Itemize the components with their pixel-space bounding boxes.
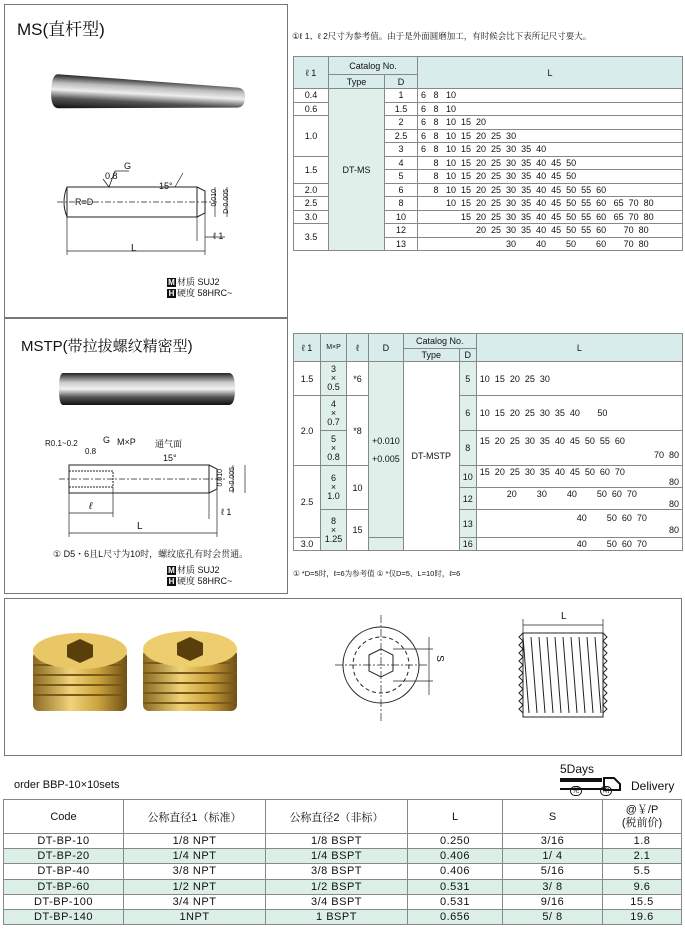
l-cell: 0.406 <box>408 849 503 864</box>
mstp-d-cell: 13 <box>459 510 476 538</box>
mstp-L-line: 20 30 40 50 60 70 <box>506 488 637 499</box>
mstp-L-cell: 10 15 20 25 30 35 40 50 <box>476 396 682 431</box>
s-cell: 9/16 <box>503 894 603 909</box>
mstp-d-cell: 16 <box>459 538 476 551</box>
ms-dim-roughness: 0.8 <box>105 171 118 181</box>
mstp-L-cell <box>476 466 682 488</box>
d2-cell: 1 BSPT <box>266 909 408 924</box>
ms-hardness: 硬度 58HRC~ <box>177 288 233 298</box>
mstp-L-line: 70 80 <box>653 450 679 460</box>
mstp-L-cell: 40 50 60 70 <box>476 538 682 551</box>
l-cell: 0.406 <box>408 864 503 879</box>
price-th-code: Code <box>4 800 124 834</box>
mstp-mp-cell: 8 × 1.25 <box>321 510 347 551</box>
ms-th-l1: ℓ 1 <box>294 57 329 89</box>
delivery-badge <box>560 762 620 796</box>
hardness-badge: H <box>168 289 175 298</box>
mstp-material-legend <box>167 565 232 587</box>
mstp-tol-empty <box>369 538 404 551</box>
plug-image-panel <box>4 598 682 756</box>
l-cell: 0.531 <box>408 894 503 909</box>
ms-d-cell: 2.5 <box>385 129 418 143</box>
d2-cell: 3/8 BSPT <box>266 864 408 879</box>
ms-th-L: L <box>418 57 683 89</box>
mstp-L-cell <box>476 488 682 510</box>
mstp-th-L: L <box>476 334 682 362</box>
d1-cell: 1/4 NPT <box>124 849 266 864</box>
mstp-tol-minus: +0.005 <box>372 453 400 464</box>
d2-cell: 1/2 BSPT <box>266 879 408 894</box>
ms-l1-cell: 0.4 <box>294 89 329 103</box>
ms-d-cell: 1.5 <box>385 102 418 116</box>
ms-d-cell: 3 <box>385 143 418 157</box>
table-row <box>4 849 682 864</box>
table-row <box>4 834 682 849</box>
ms-material-legend <box>167 277 232 299</box>
ms-th-catalog: Catalog No. <box>329 57 418 75</box>
mstp-title: MSTP(带拉拔螺纹精密型) <box>21 338 193 355</box>
ms-d-cell: 6 <box>385 183 418 197</box>
mstp-l-cell: 10 <box>347 466 369 510</box>
price-th-d1: 公称直径1（标准） <box>124 800 266 834</box>
ms-dim-tol1: 0.010 <box>211 189 218 207</box>
mstp-th-type: Type <box>403 349 459 362</box>
mstp-d-cell: 10 <box>459 466 476 488</box>
d1-cell: 3/4 NPT <box>124 894 266 909</box>
delivery-label: Delivery <box>631 779 675 793</box>
mstp-mp-value: 0.7 <box>327 416 340 427</box>
mstp-d-cell: 6 <box>459 396 476 431</box>
mstp-mp-value: 0.8 <box>327 451 340 462</box>
ms-L-cell: 15 20 25 30 35 40 45 50 55 60 65 70 80 <box>418 210 683 224</box>
mstp-mp-value: 3 <box>330 364 336 374</box>
mstp-L-line: 40 50 60 70 <box>576 512 647 523</box>
mstp-type-cell: DT-MSTP <box>403 362 459 551</box>
mstp-l-cell: *6 <box>347 362 369 396</box>
price-th-d2: 公称直径2（非标） <box>266 800 408 834</box>
plug-side-view-drawing <box>517 613 617 723</box>
ms-d-cell: 4 <box>385 156 418 170</box>
mstp-material: 材质 SUJ2 <box>177 565 220 575</box>
mstp-spec-table <box>293 333 683 551</box>
ms-L-cell: 30 40 50 60 70 80 <box>418 237 683 251</box>
ms-l1-cell: 2.5 <box>294 197 329 211</box>
l-cell: 0.656 <box>408 909 503 924</box>
order-example: order BBP-10×10sets <box>14 779 120 791</box>
ms-th-d: D <box>385 75 418 89</box>
mstp-l1-cell: 3.0 <box>294 538 321 551</box>
ms-L-cell: 20 25 30 35 40 45 50 55 60 70 80 <box>418 224 683 238</box>
brass-plug-photo-2 <box>135 621 245 721</box>
code-cell: DT-BP-40 <box>4 864 124 879</box>
ms-dim-tol2: D-0.005 <box>223 189 230 214</box>
ms-d-cell: 2 <box>385 116 418 130</box>
d1-cell: 1/8 NPT <box>124 834 266 849</box>
d1-cell: 3/8 NPT <box>124 864 266 879</box>
ms-L-cell: 6 8 10 <box>418 89 683 103</box>
mstp-dim-r: R0.1~0.2 <box>45 439 78 448</box>
d2-cell: 3/4 BSPT <box>266 894 408 909</box>
ms-d-cell: 10 <box>385 210 418 224</box>
ms-L-cell: 8 10 15 20 25 30 35 40 45 50 55 60 <box>418 183 683 197</box>
material-badge: M <box>168 566 175 575</box>
mstp-L-line: 80 <box>668 476 679 487</box>
mstp-dim-g: G <box>103 435 111 445</box>
mstp-L-cell: 10 15 20 25 30 <box>476 362 682 396</box>
ms-d-cell: 12 <box>385 224 418 238</box>
hardness-badge: H <box>168 577 175 586</box>
mstp-d-cell: 12 <box>459 488 476 510</box>
ms-d-cell: 13 <box>385 237 418 251</box>
plug-end-view-drawing <box>333 609 463 729</box>
mstp-mp-cell: 6 × 1.0 <box>321 466 347 510</box>
ms-d-cell: 1 <box>385 89 418 103</box>
code-cell: DT-BP-100 <box>4 894 124 909</box>
ms-L-cell: 8 10 15 20 25 30 35 40 45 50 <box>418 156 683 170</box>
mstp-mp-cell: 3 × 0.5 <box>321 362 347 396</box>
mstp-th-d: D <box>459 349 476 362</box>
price-th-l: L <box>408 800 503 834</box>
mstp-mp-value: 5 <box>330 433 336 444</box>
ms-dim-g: G <box>124 161 132 171</box>
mstp-l1-cell: 1.5 <box>294 362 321 396</box>
mstp-dim-tol1: 0.010 <box>217 469 224 487</box>
brass-plug-photo-1 <box>25 621 135 721</box>
mstp-d-cell: 5 <box>459 362 476 396</box>
ms-l1-cell: 3.0 <box>294 210 329 224</box>
mstp-th-l1: ℓ 1 <box>294 334 321 362</box>
code-cell: DT-BP-20 <box>4 849 124 864</box>
price-cell: 2.1 <box>603 849 682 864</box>
price-cell: 15.5 <box>603 894 682 909</box>
mstp-L-line: 15 20 25 30 35 40 45 50 55 60 <box>479 436 625 446</box>
d1-cell: 1NPT <box>124 909 266 924</box>
d1-cell: 1/2 NPT <box>124 879 266 894</box>
l-cell: 0.531 <box>408 879 503 894</box>
ms-material: 材质 SUJ2 <box>177 277 220 287</box>
mstp-dim-tol2: D-0.005 <box>229 467 236 492</box>
delivery-badge-2: 期 <box>600 786 612 796</box>
ms-L-cell: 6 8 10 <box>418 102 683 116</box>
ms-pin-image <box>49 73 249 119</box>
ms-note: ①ℓ 1、ℓ 2尺寸为参考值。由于是外面圆磨加工，有时候会比下表所记尺寸要大。 <box>292 31 592 41</box>
price-cell: 19.6 <box>603 909 682 924</box>
mstp-technical-drawing <box>49 443 269 543</box>
mstp-product-panel <box>4 318 288 594</box>
mstp-th-d1: D <box>369 334 404 362</box>
mstp-dim-L: L <box>137 521 143 532</box>
ms-l1-cell: 3.5 <box>294 224 329 251</box>
mstp-mp-cell: 4 × 0.7 <box>321 396 347 431</box>
d2-cell: 1/4 BSPT <box>266 849 408 864</box>
mstp-hardness: 硬度 58HRC~ <box>177 576 233 586</box>
mstp-mp-value: 1.0 <box>327 491 340 501</box>
ms-type-cell: DT-MS <box>329 89 385 251</box>
mstp-L-line: 80 <box>668 524 679 535</box>
ms-th-type: Type <box>329 75 385 89</box>
ms-d-cell: 8 <box>385 197 418 211</box>
table-row <box>4 894 682 909</box>
mstp-L-cell <box>476 510 682 538</box>
ms-dim-l1: ℓ 1 <box>213 231 224 241</box>
mstp-l-cell: 15 <box>347 510 369 551</box>
ms-l1-cell: 1.5 <box>294 156 329 183</box>
mstp-d-cell: 8 <box>459 431 476 466</box>
mstp-tolerance-cell <box>369 362 404 538</box>
mstp-dim-vent: 通气面 <box>155 439 183 449</box>
ms-title: MS(直杆型) <box>17 20 105 39</box>
ms-d-cell: 5 <box>385 170 418 184</box>
mstp-mp-cell: 5 × 0.8 <box>321 431 347 466</box>
mstp-note: ① D5・6且L尺寸为10时，螺纹底孔有时会贯通。 <box>53 549 249 559</box>
mstp-mp-value: 0.5 <box>327 382 340 392</box>
mstp-mp-value: 4 <box>330 398 336 409</box>
price-cell: 1.8 <box>603 834 682 849</box>
s-cell: 3/16 <box>503 834 603 849</box>
price-cell: 5.5 <box>603 864 682 879</box>
code-cell: DT-BP-10 <box>4 834 124 849</box>
mstp-footnote: ① *D=5时，ℓ=6为参考值 ① *仅D=5、L=10时，ℓ=6 <box>293 569 461 578</box>
ms-l1-cell: 1.0 <box>294 116 329 157</box>
mstp-th-mp: M×P <box>321 334 347 362</box>
mstp-th-l: ℓ <box>347 334 369 362</box>
s-cell: 1/ 4 <box>503 849 603 864</box>
ms-l1-cell: 2.0 <box>294 183 329 197</box>
mstp-dim-l1: ℓ 1 <box>221 507 232 517</box>
code-cell: DT-BP-140 <box>4 909 124 924</box>
mstp-mp-value: 1.25 <box>324 533 343 544</box>
ms-L-cell: 10 15 20 25 30 35 40 45 50 55 60 65 70 80 <box>418 197 683 211</box>
l-cell: 0.250 <box>408 834 503 849</box>
code-cell: DT-BP-60 <box>4 879 124 894</box>
plug-s-label: S <box>433 655 445 662</box>
mstp-dim-mxp: M×P <box>117 437 136 447</box>
mstp-dim-angle: 15° <box>163 453 177 463</box>
ms-dim-r: R=D <box>75 197 94 207</box>
table-row <box>4 909 682 924</box>
ms-spec-table <box>293 56 683 251</box>
ms-L-cell: 8 10 15 20 25 30 35 40 45 50 <box>418 170 683 184</box>
delivery-truck-icon <box>560 776 622 796</box>
price-cell: 9.6 <box>603 879 682 894</box>
material-badge: M <box>168 278 175 287</box>
mstp-L-cell <box>476 431 682 466</box>
mstp-dim-roughness: 0.8 <box>85 447 97 456</box>
mstp-pin-image <box>57 369 237 409</box>
s-cell: 5/16 <box>503 864 603 879</box>
ms-L-cell: 6 8 10 15 20 25 30 35 40 <box>418 143 683 157</box>
price-th-price <box>603 800 682 834</box>
ms-L-cell: 6 8 10 15 20 <box>418 116 683 130</box>
price-th-s: S <box>503 800 603 834</box>
d2-cell: 1/8 BSPT <box>266 834 408 849</box>
mstp-mp-value: 6 <box>330 473 336 483</box>
table-row <box>4 864 682 879</box>
price-th-price-b: (税前价) <box>621 816 663 829</box>
mstp-th-catalog: Catalog No. <box>403 334 476 349</box>
plug-l-label: L <box>561 611 567 622</box>
ms-product-panel <box>4 4 288 318</box>
mstp-L-line: 80 <box>668 498 679 509</box>
mstp-l-cell: *8 <box>347 396 369 466</box>
ms-L-cell: 6 8 10 15 20 25 30 <box>418 129 683 143</box>
price-table <box>3 799 682 925</box>
s-cell: 3/ 8 <box>503 879 603 894</box>
ms-dim-l: L <box>131 243 137 254</box>
mstp-tol-plus: +0.010 <box>372 435 400 446</box>
price-th-price-a: @￥/P <box>625 803 659 816</box>
ms-dim-angle: 15° <box>159 181 173 191</box>
mstp-dim-l: ℓ <box>89 501 93 512</box>
mstp-L-line: 15 20 25 30 35 40 45 50 60 70 <box>479 466 625 477</box>
mstp-l1-cell: 2.5 <box>294 466 321 538</box>
delivery-days: 5Days <box>560 762 595 776</box>
table-row <box>4 879 682 894</box>
mstp-mp-value: 8 <box>330 515 336 526</box>
s-cell: 5/ 8 <box>503 909 603 924</box>
delivery-badge-1: 発 <box>570 786 582 796</box>
ms-l1-cell: 0.6 <box>294 102 329 116</box>
mstp-l1-cell: 2.0 <box>294 396 321 466</box>
